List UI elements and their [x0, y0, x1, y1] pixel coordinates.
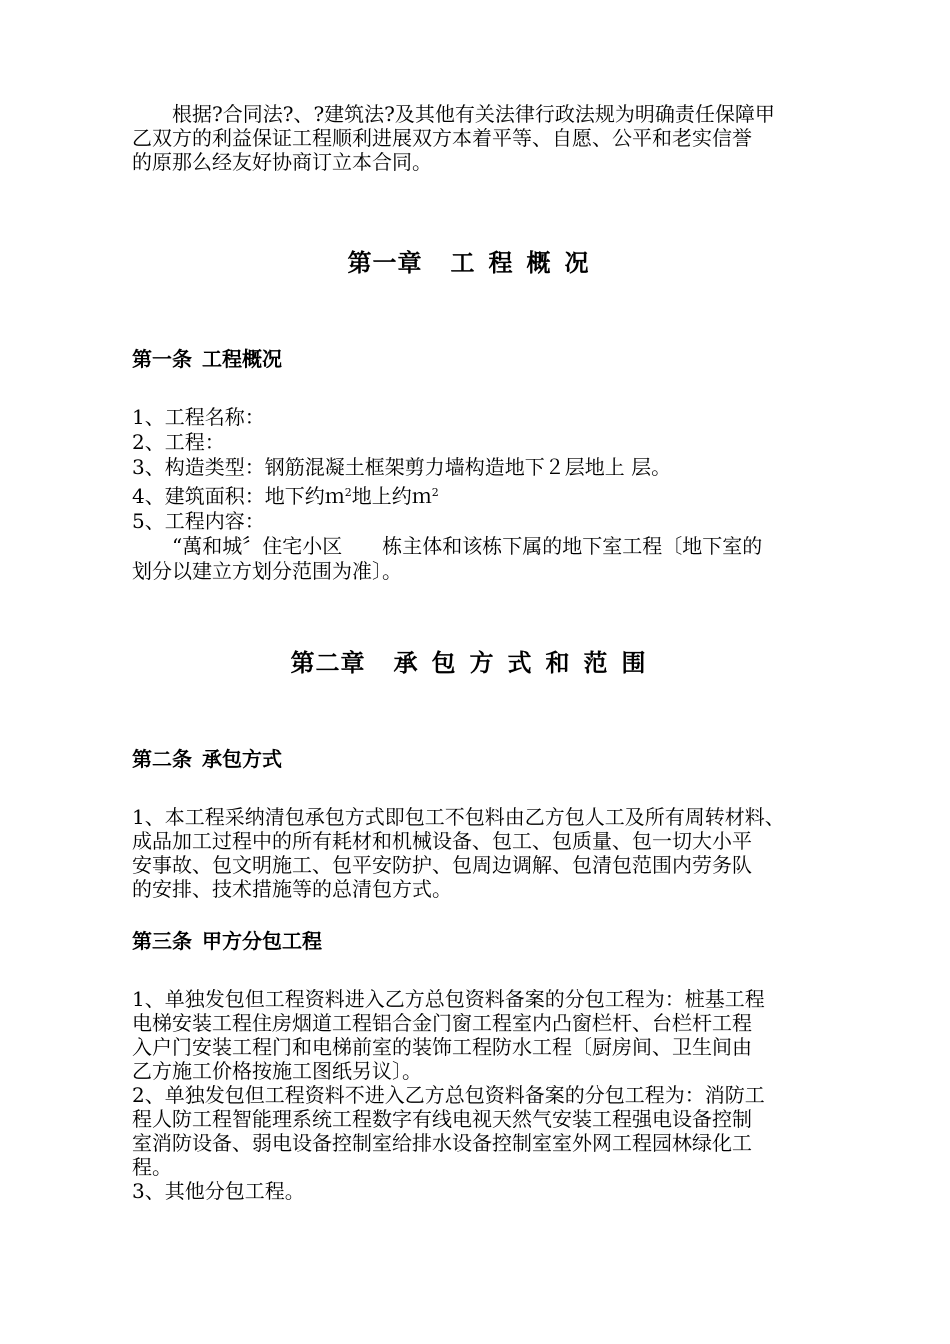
overview-item-4-text: 4、建筑面积：地下约ｍ [132, 484, 345, 508]
overview-item-4-sup-1: 2 [344, 486, 352, 499]
overview-item-5: 5、工程内容： [132, 509, 265, 533]
subcontract-line-4: 乙方施工价格按施工图纸另议〕。 [132, 1059, 422, 1083]
subcontract-paragraph [132, 987, 852, 1203]
overview-item-4-sup-2: 2 [431, 486, 439, 499]
article-1-number: 第一条 [132, 347, 192, 371]
article-2-number: 第二条 [132, 747, 192, 771]
chapter-2-number: 第二章 [290, 649, 366, 677]
subcontract-line-6: 程人防工程智能理系统工程数字有线电视天然气安装工程强电设备控制 [132, 1107, 752, 1131]
article-3-number: 第三条 [132, 929, 192, 953]
chapter-1-heading [0, 243, 950, 278]
article-1-title: 工程概况 [202, 347, 282, 371]
overview-item-5-line-2: 划分以建立方划分范围为准〕。 [132, 559, 402, 583]
intro-line-2: 乙双方的利益保证工程顺利进展双方本着平等、自愿、公平和老实信誉 [132, 126, 752, 150]
chapter-2-title: 承包方式和范围 [393, 649, 660, 677]
subcontract-line-9: 3、其他分包工程。 [132, 1179, 305, 1203]
contract-mode-paragraph [132, 805, 852, 901]
overview-item-5-line-1: “萬和城〞住宅小区 栋主体和该栋下属的地下室工程〔地下室的 [132, 534, 763, 558]
contract-mode-line-2: 成品加工过程中的所有耗材和机械设备、包工、包质量、包一切大小平 [132, 829, 752, 853]
chapter-2-heading [0, 643, 950, 678]
subcontract-line-3: 入户门安装工程门和电梯前室的装饰工程防水工程〔厨房间、卫生间由 [132, 1035, 752, 1059]
chapter-1-title: 工程概况 [450, 249, 603, 277]
article-3-heading [132, 925, 322, 954]
intro-paragraph [132, 102, 852, 174]
subcontract-line-5: 2、单独发包但工程资料不进入乙方总包资料备案的分包工程为：消防工 [132, 1083, 765, 1107]
article-3-title: 甲方分包工程 [202, 929, 322, 953]
subcontract-line-8: 程。 [132, 1155, 172, 1179]
overview-item-4-text-2: 地上约ｍ [351, 484, 432, 508]
contract-mode-line-3: 安事故、包文明施工、包平安防护、包周边调解、包清包范围内劳务队 [132, 853, 752, 877]
article-2-heading [132, 743, 282, 772]
overview-item-3: 3、构造类型：钢筋混凝土框架剪力墙构造地下２层地上 层。 [132, 455, 672, 479]
subcontract-line-2: 电梯安装工程住房烟道工程铝合金门窗工程室内凸窗栏杆、台栏杆工程 [132, 1011, 752, 1035]
article-2-title: 承包方式 [202, 747, 282, 771]
intro-line-1: 根据?合同法?、?建筑法?及其他有关法律行政法规为明确责任保障甲 [132, 102, 775, 126]
article-1-heading [132, 343, 282, 372]
overview-item-1: 1、工程名称： [132, 405, 265, 429]
subcontract-line-1: 1、单独发包但工程资料进入乙方总包资料备案的分包工程为：桩基工程 [132, 987, 765, 1011]
project-overview-list [132, 405, 852, 584]
subcontract-line-7: 室消防设备、弱电设备控制室给排水设备控制室室外网工程园林绿化工 [132, 1131, 752, 1155]
contract-mode-line-4: 的安排、技术措施等的总清包方式。 [132, 877, 452, 901]
overview-item-2: 2、工程： [132, 430, 225, 454]
contract-mode-line-1: 1、本工程采纳清包承包方式即包工不包料由乙方包人工及所有周转材料、 [132, 805, 785, 829]
overview-item-4 [132, 480, 852, 509]
intro-line-3: 的原那么经友好协商订立本合同。 [132, 150, 432, 174]
chapter-1-number: 第一章 [347, 249, 423, 277]
